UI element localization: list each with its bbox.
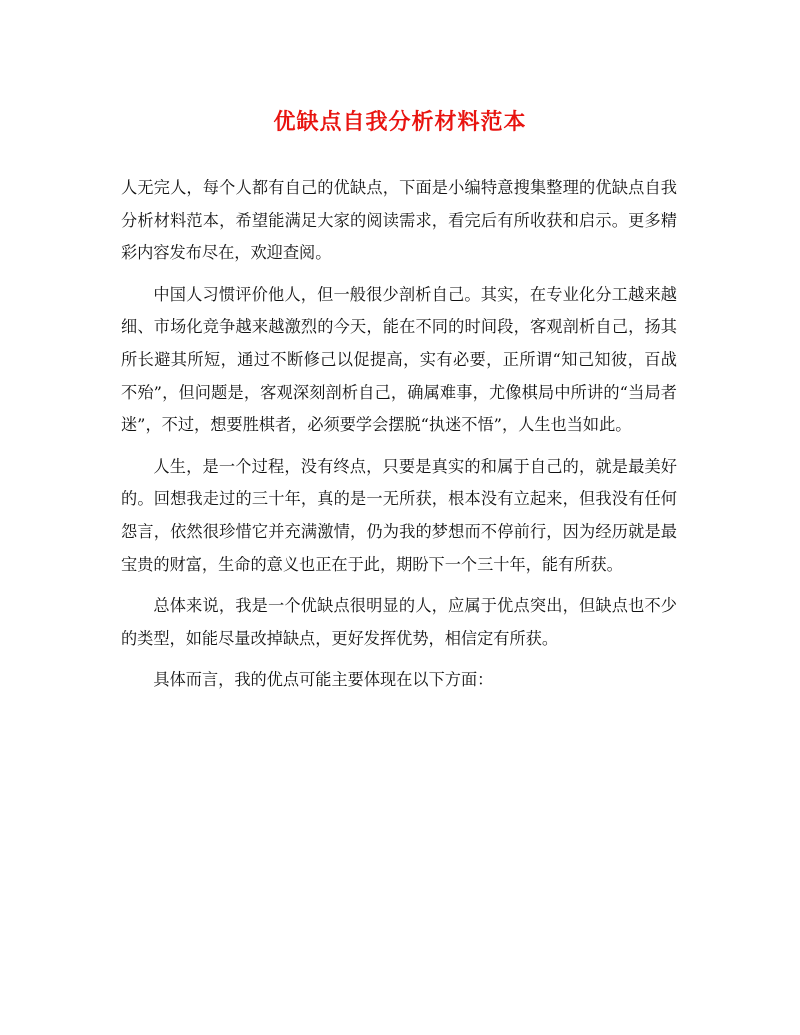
document-body — [121, 172, 677, 706]
document-title: 优缺点自我分析材料范本 — [273, 109, 527, 135]
paragraph-life-reflection: 人生，是一个过程，没有终点，只要是真实的和属于自己的，就是最美好的。回想我走过的三十年，真的是一无所获，根本没有立起来，但我没有任何怨言，依然很珍惜它并充满激情，仍为我的梦想而不停前行，因为经历就是最宝贵的财富，生命的意义也正在于此，期盼下一个三十年，能有所获。 — [121, 456, 677, 574]
paragraph-self-analysis: 中国人习惯评价他人，但一般很少剖析自己。其实，在专业化分工越来越细、市场化竞争越来越激烈的今天，能在不同的时间段，客观剖析自己，扬其所长避其所短，通过不断修己以促提高，实有必要，正所谓“知己知彼，百战不殆”，但问题是，客观深刻剖析自己，确属难事，尤像棋局中所讲的“当局者迷”，不过，想要胜棋者，必须要学会摆脱“执迷不悟”，人生也当如此。 — [121, 284, 677, 435]
paragraph-summary: 总体来说，我是一个优缺点很明显的人，应属于优点突出，但缺点也不少的类型，如能尽量改掉缺点，更好发挥优势，相信定有所获。 — [121, 596, 677, 648]
paragraph-strengths-intro: 具体而言，我的优点可能主要体现在以下方面： — [153, 670, 494, 690]
paragraph-intro: 人无完人，每个人都有自己的优缺点，下面是小编特意搜集整理的优缺点自我分析材料范本，希望能满足大家的阅读需求，看完后有所收获和启示。更多精彩内容发布尽在，欢迎查阅。 — [121, 178, 677, 263]
